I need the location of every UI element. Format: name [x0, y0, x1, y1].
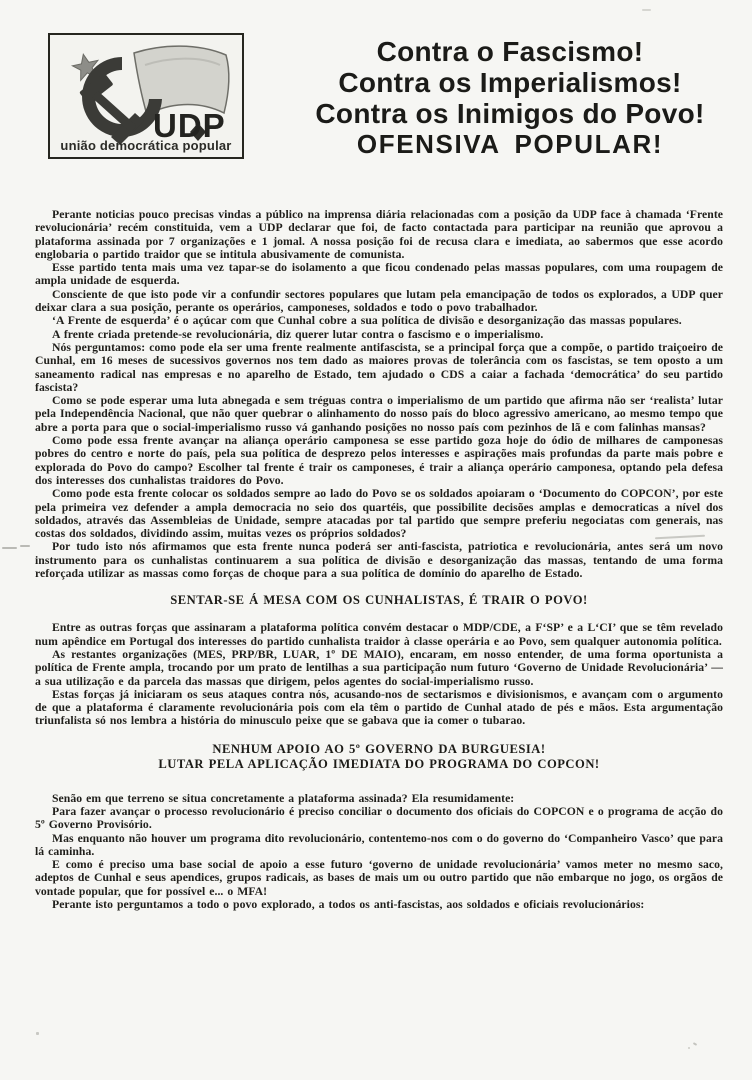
headline-line-1: Contra o Fascismo!	[376, 36, 644, 67]
paragraph: Senão em que terreno se situa concretamente a plataforma assinada? Ela resumidamente:	[52, 791, 515, 805]
paragraph: Entre as outras forças que assinaram a plataforma política convém destacar o MDP/CDE, a F‘SP’ e a L‘CI’ que se têm revelado num apêndice em Portugal dos interesses do partido cunhalista traidor à classe operária e ao Povo, sem qualquer autonomia política.	[35, 621, 723, 648]
section-heading-governo-line-1: NENHUM APOIO AO 5º GOVERNO DA BURGUESIA!	[212, 741, 546, 756]
paragraph: Perante isto perguntamos a todo o povo explorado, a todos os anti-fascistas, aos soldados e oficiais revolucionários:	[52, 898, 645, 912]
paragraph: Mas enquanto não houver um programa dito revolucionário, contentemo-nos com o do governo do ‘Companheiro Vasco’ que para lá caminha.	[35, 831, 723, 858]
section-heading-governo	[35, 742, 723, 772]
paragraph: Perante noticias pouco precisas vindas a público na imprensa diária relacionadas com a posição da UDP face à chamada ‘Frente revolucionária’ recém constituida, vem a UDP declarar que foi, de facto contactada para participar na reunião que aprovou a plataforma assinada por 7 organizações e 1 jomal. A nossa posição foi de recusa clara e imediata, ao sabermos que esse acordo englobaria o partido traidor que se intitula abusivamente de comunista.	[35, 208, 723, 261]
headline-line-2: Contra os Imperialismos!	[338, 67, 682, 98]
logo-acronym: UDP	[153, 107, 226, 144]
section-heading-cunhalistas: SENTAR-SE Á MESA COM OS CUNHALISTAS, É TRAIR O POVO!	[170, 593, 588, 608]
paragraph: Estas forças já iniciaram os seus ataques contra nós, acusando-nos de sectarismos e divisionismos, e avançam com o argumento de que a plataforma é claramente revolucionária pois com ela têm o partido de Cunhal atado de pés e mãos. Esta argumentação triunfalista só nos lembra a história do minusculo peixe que se gabava que ia comer o tubarao.	[35, 687, 723, 728]
headline-line-3: Contra os Inimigos do Povo!	[315, 98, 705, 129]
scan-mark	[2, 547, 17, 549]
paragraph: Nós perguntamos: como pode ela ser uma frente realmente antifascista, se a principal força que a compõe, o partido traiçoeiro de Cunhal, em 16 meses de sucessivos governos nos tem dado as maiores provas de tolerância com os fascistas, se tem oposto a um saneamento radical nas empresas e no aparelho de Estado, tem ajudado o CDS a caiar a fachada ‘democrática’ do seu partido fascista?	[35, 340, 723, 394]
paragraph: Como se pode esperar uma luta abnegada e sem tréguas contra o imperialismo de um partido que afirma não ser ‘realista’ lutar pela Independência Nacional, que não quer quebrar o alinhamento do nosso país do bloco agressivo americano, ao mesmo tempo que abre a porta para que o social-imperialismo russo vá ganhando posições no nosso país com pezinhos de lã e com falinhas mansas?	[35, 394, 723, 434]
paragraph: E como é preciso uma base social de apoio a esse futuro ‘governo de unidade revolucionária’ vamos meter no mesmo saco, adeptos de Cunhal e seus apendices, grupos radicais, as bases de mais um ou outro partido que não embarque no jogo, os orgãos de vontade popular, que for possível e... o MFA!	[35, 858, 723, 898]
scan-mark	[20, 545, 30, 547]
section-heading-governo-line-2: LUTAR PELA APLICAÇÃO IMEDIATA DO PROGRAMA DO COPCON!	[158, 756, 600, 771]
paragraph: Como pode essa frente avançar na aliança operário camponesa se esse partido goza hoje do ódio de milhares de camponesas pobres do centro e norte do país, pela sua política de desprezo pelos interesses e aspirações mais profundas da parte mais pobre e explorada do Povo do campo? Escolher tal frente é trair os camponeses, é trair a aliança operário camponesa, optando pela defesa dos interesses dos cunhalistas traidores do Povo.	[35, 434, 723, 487]
paragraph: Consciente de que isto pode vir a confundir sectores populares que lutam pela emancipação de todos os explorados, a UDP quer deixar clara a sua posição, perante os operários, camponeses, soldados e todo o povo trabalhador.	[35, 287, 723, 315]
paragraph: Para fazer avançar o processo revolucionário é preciso conciliar o documento dos oficiais do COPCON e o programa de acção do 5º Governo Provisório.	[35, 804, 723, 832]
headline-slogans	[292, 36, 728, 160]
udp-logo	[48, 33, 244, 159]
paragraph: ‘A Frente de esquerda’ é o açúcar com que Cunhal cobre a sua política de divisão e desorganização das massas populares.	[52, 314, 682, 328]
headline-line-4: OFENSIVA POPULAR!	[356, 129, 664, 159]
scan-mark	[642, 9, 651, 11]
logo-subtitle: união democrática popular	[60, 138, 232, 153]
scan-speck	[36, 1032, 39, 1035]
paragraph: A frente criada pretende-se revolucionária, diz querer lutar contra o fascismo e o imperialismo.	[52, 327, 544, 341]
paragraph: As restantes organizações (MES, PRP/BR, LUAR, 1º DE MAIO), encaram, em nosso entender, de uma forma oportunista a política de Frente ampla, trocando por um prato de lentilhas a sua participação num futuro ‘Governo de Unidade Revolucionária’ — a sua utilização e da parcela das massas que dirigem, pelos agentes do social-imperialismo russo.	[35, 647, 723, 688]
scan-speck	[688, 1047, 690, 1049]
leaflet-body	[35, 208, 723, 911]
paragraph: Por tudo isto nós afirmamos que esta frente nunca poderá ser anti-fascista, patriotica e revolucionária, antes será um novo instrumento para os cunhalistas continuarem a sua política de divisão e desorganização das massas, tentando de uma forma reforçada utilizar as massas como forças de choque para a sua política de domínio do aparelho de Estado.	[35, 540, 723, 581]
paragraph: Como pode esta frente colocar os soldados sempre ao lado do Povo se os soldados apoiaram o ‘Documento do COPCON’, por este pela primeira vez defender a ampla democracia no seio dos quartéis, que possibilite decisões amplas e democraticas a nível dos soldados, através das Assembleias de Unidade, sempre atacadas por tal partido que sempre preferiu negociatas com generais, nas costas dos soldados, dividindo assim, muitas vezes os próprios soldados?	[35, 487, 723, 541]
scan-speck	[693, 1042, 697, 1046]
paragraph: Esse partido tenta mais uma vez tapar-se do isolamento a que ficou condenado pelas massas populares, com uma roupagem de ampla unidade de esquerda.	[35, 261, 723, 288]
